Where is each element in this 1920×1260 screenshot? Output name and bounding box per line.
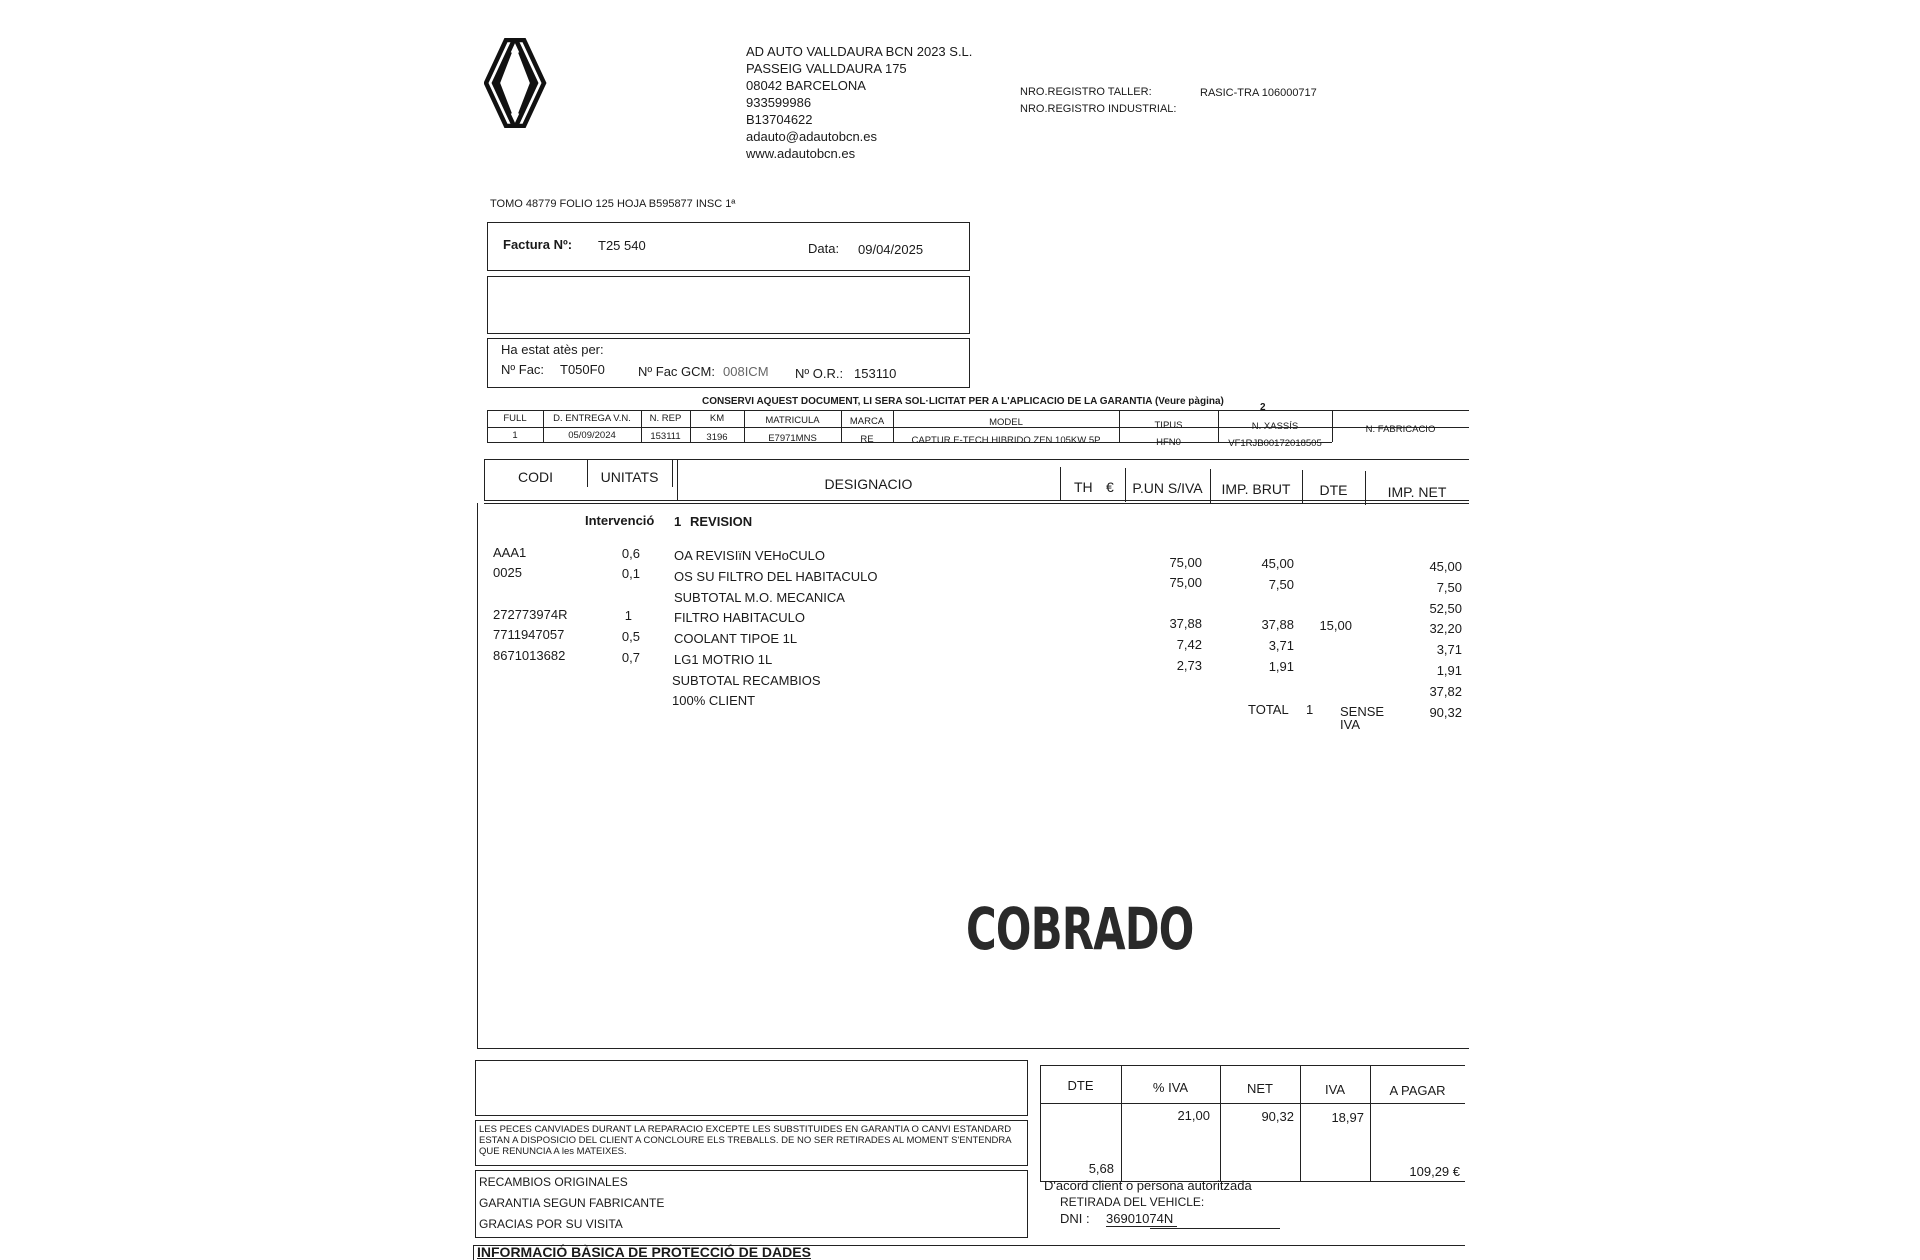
line-desc: OS SU FILTRO DEL HABITACULO xyxy=(674,569,878,584)
footer-note: GRACIAS POR SU VISITA xyxy=(479,1217,623,1231)
line-unitats: 0,1 xyxy=(621,566,640,581)
registry-taller-value: RASIC-TRA 106000717 xyxy=(1200,87,1317,99)
or-value: 153110 xyxy=(854,366,897,381)
line-brut: 3,71 xyxy=(1268,638,1294,653)
intervention-number: 1 xyxy=(674,514,682,529)
lines-header-bottom2 xyxy=(484,503,1469,504)
vehicle-header: TIPUS xyxy=(1154,420,1183,431)
vehicle-value: 05/09/2024 xyxy=(568,430,616,441)
or-label: Nº O.R.: xyxy=(795,366,844,381)
lines-col-line xyxy=(1060,467,1061,501)
signature-line2: RETIRADA DEL VEHICLE: xyxy=(1060,1195,1205,1209)
renault-diamond-logo-icon xyxy=(484,38,554,128)
company-email: adauto@adautobcn.es xyxy=(746,129,878,144)
line-net: 3,71 xyxy=(1436,642,1462,657)
vehicle-header: N. FABRICACIO xyxy=(1365,424,1436,435)
vehicle-header: N. REP xyxy=(649,413,682,424)
line-pun: 2,73 xyxy=(1176,658,1202,673)
line-codi: 0025 xyxy=(493,565,522,580)
footer-blank-box xyxy=(475,1060,1028,1116)
line-desc: COOLANT TIPOE 1L xyxy=(674,631,798,646)
totals-net: 90,32 xyxy=(1261,1109,1294,1124)
footer-note: GARANTIA SEGUN FABRICANTE xyxy=(479,1196,665,1210)
line-net: 45,00 xyxy=(1429,559,1462,574)
vehicle-header: MODEL xyxy=(989,417,1023,428)
line-brut: 37,88 xyxy=(1261,617,1294,632)
line-pun: 75,00 xyxy=(1169,555,1202,570)
totals-header: IVA xyxy=(1325,1082,1345,1097)
col-th: TH xyxy=(1074,479,1093,495)
line-net: 37,82 xyxy=(1429,684,1462,699)
intervention-title: REVISION xyxy=(690,514,753,529)
intervention-label: Intervenció xyxy=(585,513,655,528)
line-desc: SUBTOTAL RECAMBIOS xyxy=(672,673,821,688)
vehicle-value: 153111 xyxy=(650,431,681,442)
nfac-gcm-value: 008ICM xyxy=(723,364,769,379)
warranty-notice: CONSERVI AQUEST DOCUMENT, LI SERA SOL·LICITAT PER A L'APLICACIO DE LA GARANTIA (Veure pàgina) xyxy=(702,396,1224,407)
warranty-page: 2 xyxy=(1260,402,1266,413)
line-unitats: 0,5 xyxy=(621,629,640,644)
totals-header: DTE xyxy=(1067,1078,1094,1093)
line-net: 52,50 xyxy=(1429,601,1462,616)
vehicle-value: 3196 xyxy=(706,432,728,443)
signature-line1: D'acord client o persona autoritzada xyxy=(1044,1178,1252,1193)
col-designacio: DESIGNACIO xyxy=(824,476,913,492)
totals-dte: 5,68 xyxy=(1088,1161,1114,1176)
line-brut: 7,50 xyxy=(1268,577,1294,592)
totals-a-pagar: 109,29 € xyxy=(1409,1164,1460,1179)
total-tag-line2: IVA xyxy=(1340,717,1360,732)
parts-notice: LES PECES CANVIADES DURANT LA REPARACIO EXCEPTE LES SUBSTITUIDES EN GARANTIA O CANVI ESTANDARD ESTAN A DISPOSICIO DEL CLIENT A CONCLOURE ELS TREBALLS. DE NO SER RETIRADES AL MOMENT S'ENTENDRA QUE RENUNCIA A les MATEIXES. xyxy=(479,1124,1012,1157)
company-phone: 933599986 xyxy=(746,95,812,110)
line-dte: 15,00 xyxy=(1319,618,1352,633)
invoice-date: 09/04/2025 xyxy=(858,242,924,257)
signature-dni: 36901074N xyxy=(1106,1211,1177,1227)
company-city: 08042 BARCELONA xyxy=(746,78,866,93)
totals-top xyxy=(1040,1065,1465,1066)
company-street: PASSEIG VALLDAURA 175 xyxy=(746,61,907,76)
totals-header: NET xyxy=(1247,1081,1273,1096)
col-net: IMP. NET xyxy=(1387,484,1447,500)
attended-label: Ha estat atès per: xyxy=(501,342,604,357)
line-pun: 75,00 xyxy=(1169,575,1202,590)
line-brut: 45,00 xyxy=(1261,556,1294,571)
body-bottom-border xyxy=(477,1048,1469,1049)
company-tomo: TOMO 48779 FOLIO 125 HOJA B595877 INSC 1ª xyxy=(490,198,736,210)
col-unitats: UNITATS xyxy=(600,469,659,485)
vehicle-value: HFN0 xyxy=(1156,437,1181,448)
vehicle-header: MATRICULA xyxy=(765,415,820,426)
vehicle-value: RE xyxy=(860,434,874,445)
total-value: 90,32 xyxy=(1429,705,1462,720)
footer-note: RECAMBIOS ORIGINALES xyxy=(479,1175,628,1189)
total-label: TOTAL xyxy=(1248,702,1289,717)
line-brut: 1,91 xyxy=(1268,659,1294,674)
line-unitats: 0,7 xyxy=(621,650,640,665)
nfac-value: T050F0 xyxy=(560,362,605,377)
totals-header: A PAGAR xyxy=(1389,1083,1446,1098)
vehicle-table-top xyxy=(487,410,1469,411)
line-net: 7,50 xyxy=(1436,580,1462,595)
line-net: 1,91 xyxy=(1436,663,1462,678)
company-name: AD AUTO VALLDAURA BCN 2023 S.L. xyxy=(746,44,973,59)
total-tag-line1: SENSE xyxy=(1340,704,1385,719)
totals-header-bottom xyxy=(1040,1103,1465,1104)
lines-header-top xyxy=(484,459,1469,460)
registry-taller-label: NRO.REGISTRO TALLER: xyxy=(1020,86,1152,98)
vehicle-header: N. XASSÍS xyxy=(1251,421,1299,432)
line-net: 32,20 xyxy=(1429,621,1462,636)
line-desc: 100% CLIENT xyxy=(672,693,756,708)
company-tax-id: B13704622 xyxy=(746,112,813,127)
line-pun: 37,88 xyxy=(1169,616,1202,631)
col-codi: CODI xyxy=(518,469,553,485)
vehicle-header: D. ENTREGA V.N. xyxy=(553,413,631,424)
line-desc: SUBTOTAL M.O. MECANICA xyxy=(674,590,845,605)
privacy-title: INFORMACIÓ BÀSICA DE PROTECCIÓ DE DADES xyxy=(477,1244,811,1260)
line-unitats: 0,6 xyxy=(621,546,640,561)
lines-col-line xyxy=(672,459,673,487)
totals-iva-pct: 21,00 xyxy=(1177,1108,1210,1123)
line-desc: LG1 MOTRIO 1L xyxy=(674,652,773,667)
col-dte: DTE xyxy=(1319,482,1348,498)
vehicle-value: 1 xyxy=(512,430,518,441)
totals-header: % IVA xyxy=(1152,1080,1189,1095)
vehicle-header: FULL xyxy=(503,413,527,424)
invoice-date-label: Data: xyxy=(808,241,840,256)
invoice-number: T25 540 xyxy=(598,238,646,253)
lines-header-bottom xyxy=(484,500,1469,501)
col-currency: € xyxy=(1106,479,1114,495)
company-web: www.adautobcn.es xyxy=(746,146,856,161)
customer-address-box xyxy=(487,276,970,334)
nfac-gcm-label: Nº Fac GCM: xyxy=(638,364,715,379)
line-desc: OA REVISIïN VEHoCULO xyxy=(674,548,825,563)
signature-dni-label: DNI : xyxy=(1060,1211,1090,1226)
col-pun: P.UN S/IVA xyxy=(1132,480,1203,496)
line-codi: AAA1 xyxy=(493,545,527,560)
vehicle-value: E7971MNS xyxy=(768,433,817,444)
totals-iva: 18,97 xyxy=(1331,1110,1364,1125)
line-desc: FILTRO HABITACULO xyxy=(674,610,805,625)
line-codi: 8671013682 xyxy=(493,648,566,663)
vehicle-value: VF1RJB00172018505 xyxy=(1228,438,1322,449)
total-number: 1 xyxy=(1306,702,1314,717)
signature-underline xyxy=(1150,1228,1280,1229)
vehicle-header: MARCA xyxy=(849,416,885,427)
invoice-number-label: Factura Nº: xyxy=(503,237,573,252)
privacy-left-line xyxy=(473,1245,474,1260)
line-pun: 7,42 xyxy=(1176,637,1202,652)
cobrado-stamp: COBRADO xyxy=(966,895,1194,963)
vehicle-header: KM xyxy=(709,413,725,424)
nfac-label: Nº Fac: xyxy=(501,362,545,377)
registry-industrial-label: NRO.REGISTRO INDUSTRIAL: xyxy=(1020,103,1177,115)
col-brut: IMP. BRUT xyxy=(1221,481,1291,497)
body-left-border xyxy=(477,503,478,1048)
vehicle-value: CAPTUR E-TECH HIBRIDO ZEN 105KW 5P xyxy=(911,435,1101,446)
line-codi: 272773974R xyxy=(493,607,568,622)
line-unitats: 1 xyxy=(624,608,632,623)
line-codi: 7711947057 xyxy=(493,627,565,642)
